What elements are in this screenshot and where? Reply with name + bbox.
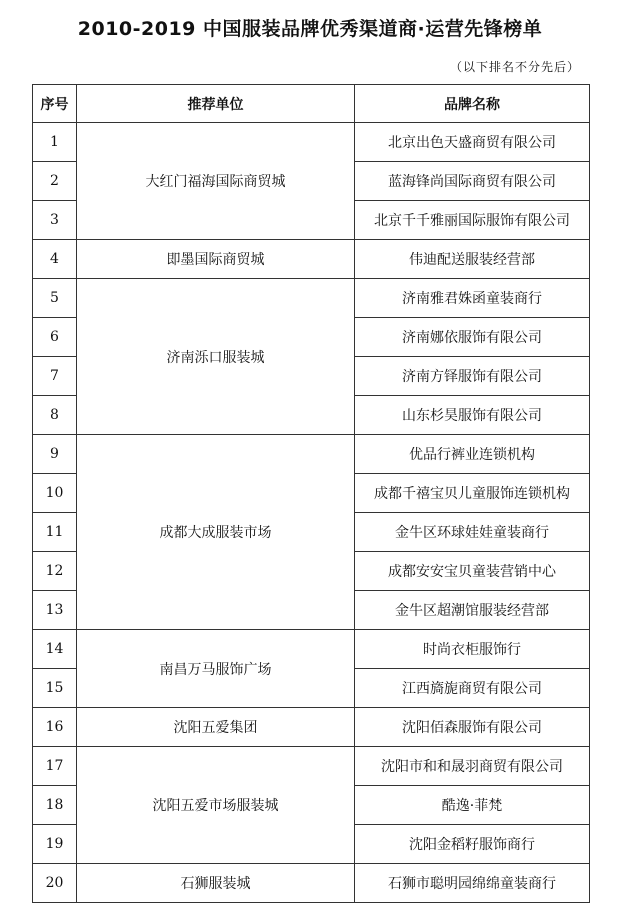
column-header-unit: 推荐单位 bbox=[77, 85, 355, 123]
brand-name: 时尚衣柜服饰行 bbox=[355, 630, 590, 669]
brand-name: 成都千禧宝贝儿童服饰连锁机构 bbox=[355, 474, 590, 513]
brand-name: 济南雅君姝函童装商行 bbox=[355, 279, 590, 318]
row-number: 4 bbox=[33, 240, 77, 279]
recommending-unit: 即墨国际商贸城 bbox=[77, 240, 355, 279]
table-body bbox=[33, 123, 590, 903]
brand-name: 沈阳佰森服饰有限公司 bbox=[355, 708, 590, 747]
row-number: 5 bbox=[33, 279, 77, 318]
page-title: 2010-2019 中国服装品牌优秀渠道商·运营先锋榜单 bbox=[77, 18, 543, 40]
row-number: 12 bbox=[33, 552, 77, 591]
brand-name: 蓝海锋尚国际商贸有限公司 bbox=[355, 162, 590, 201]
brand-name: 金牛区超潮馆服装经营部 bbox=[355, 591, 590, 630]
table-row bbox=[33, 630, 590, 669]
row-number: 17 bbox=[33, 747, 77, 786]
brand-name: 金牛区环球娃娃童装商行 bbox=[355, 513, 590, 552]
row-number: 2 bbox=[33, 162, 77, 201]
row-number: 7 bbox=[33, 357, 77, 396]
row-number: 11 bbox=[33, 513, 77, 552]
brand-name: 北京出色天盛商贸有限公司 bbox=[355, 123, 590, 162]
brand-name: 济南方铎服饰有限公司 bbox=[355, 357, 590, 396]
recommending-unit: 济南泺口服装城 bbox=[77, 279, 355, 435]
row-number: 18 bbox=[33, 786, 77, 825]
table-row bbox=[33, 279, 590, 318]
recommending-unit: 成都大成服装市场 bbox=[77, 435, 355, 630]
ranking-table bbox=[32, 84, 590, 903]
recommending-unit: 沈阳五爱集团 bbox=[77, 708, 355, 747]
brand-name: 济南娜依服饰有限公司 bbox=[355, 318, 590, 357]
ranking-note: （以下排名不分先后） bbox=[449, 60, 580, 74]
table-row bbox=[33, 123, 590, 162]
brand-name: 沈阳市和和晟羽商贸有限公司 bbox=[355, 747, 590, 786]
recommending-unit: 沈阳五爱市场服装城 bbox=[77, 747, 355, 864]
table-row bbox=[33, 435, 590, 474]
table-row bbox=[33, 240, 590, 279]
brand-name: 优品行裤业连锁机构 bbox=[355, 435, 590, 474]
row-number: 9 bbox=[33, 435, 77, 474]
brand-name: 石狮市聪明园绵绵童装商行 bbox=[355, 864, 590, 903]
brand-name: 成都安安宝贝童装营销中心 bbox=[355, 552, 590, 591]
row-number: 3 bbox=[33, 201, 77, 240]
column-header-number: 序号 bbox=[33, 85, 77, 123]
recommending-unit: 大红门福海国际商贸城 bbox=[77, 123, 355, 240]
brand-name: 伟迪配送服装经营部 bbox=[355, 240, 590, 279]
recommending-unit: 石狮服装城 bbox=[77, 864, 355, 903]
recommending-unit: 南昌万马服饰广场 bbox=[77, 630, 355, 708]
row-number: 8 bbox=[33, 396, 77, 435]
brand-name: 酷逸·菲梵 bbox=[355, 786, 590, 825]
row-number: 10 bbox=[33, 474, 77, 513]
column-header-brand: 品牌名称 bbox=[355, 85, 590, 123]
table-row bbox=[33, 747, 590, 786]
brand-name: 沈阳金稻籽服饰商行 bbox=[355, 825, 590, 864]
table-header-row bbox=[33, 85, 590, 123]
row-number: 1 bbox=[33, 123, 77, 162]
brand-name: 北京千千雅丽国际服饰有限公司 bbox=[355, 201, 590, 240]
table-row bbox=[33, 864, 590, 903]
row-number: 15 bbox=[33, 669, 77, 708]
table-row bbox=[33, 708, 590, 747]
row-number: 16 bbox=[33, 708, 77, 747]
brand-name: 山东杉昊服饰有限公司 bbox=[355, 396, 590, 435]
row-number: 20 bbox=[33, 864, 77, 903]
row-number: 14 bbox=[33, 630, 77, 669]
brand-name: 江西旖旎商贸有限公司 bbox=[355, 669, 590, 708]
row-number: 19 bbox=[33, 825, 77, 864]
row-number: 6 bbox=[33, 318, 77, 357]
row-number: 13 bbox=[33, 591, 77, 630]
